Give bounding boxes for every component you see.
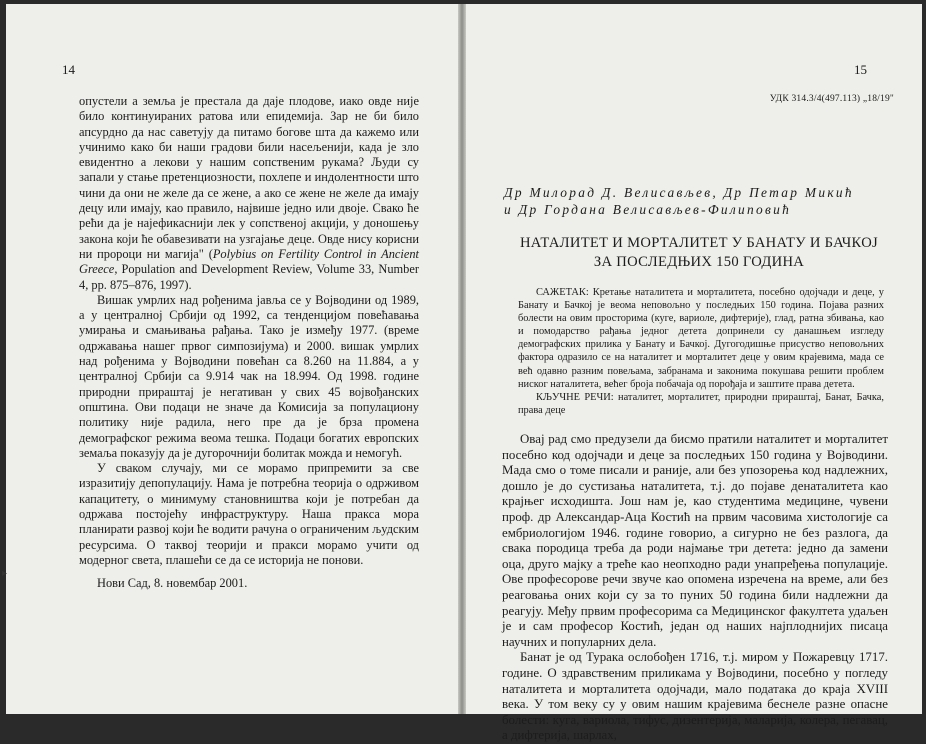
- authors-line: Др Милорад Д. Велисављев, Др Петар Микић: [504, 185, 854, 200]
- paragraph: Банат је од Турака ослобођен 1716, т.ј. миром у Пожаревцу 1717. године. О здравственим приликама у Војводини, посебно у погледу наталитета и морталитета одојчади, мало података до краја XVIII века. У том веку су у овим нашим крајевима беснеле разне опасне болести: куга, вариола, тифус, дизентерија, маларија, колера, пегавац, а дифтерија, шарлах,: [502, 650, 888, 743]
- abstract-text: САЖЕТАК: Кретање наталитета и морталитета, посебно одојчади и деце, у Банату и Бачкој је веома неповољно у последњих 150 година. Појава разних болести на овим просторима (куге, вариоле, дифтерије), глад, ратна збивања, као и помодарство рађања једног детета допринели су данашњем изгледу демографских прилика у Банату и Бачкој. Дугогодишње присуство неповољних фактора одразило се на наталитет и морталитет деце у овим крајевима, мада се већ одавно разним повељама, забранама и законима покушава решити проблем ниског наталитета, већег броја побачаја од порођаја и заштите права детета.: [518, 287, 884, 390]
- title-line: ЗА ПОСЛЕДЊИХ 150 ГОДИНА: [593, 254, 805, 270]
- right-page: [466, 4, 922, 743]
- dateline: Нови Сад, 8. новембар 2001.: [97, 576, 248, 591]
- citation-details: , Population and Development Review, Volume 33, Number 4, pp. 875–876, 1997).: [79, 262, 419, 292]
- abstract: [518, 286, 884, 417]
- keywords: КЉУЧНЕ РЕЧИ: наталитет, морталитет, природни прираштај, Банат, Бачка, права деце: [518, 391, 884, 416]
- left-body-text: [79, 94, 419, 592]
- title-line: НАТАЛИТЕТ И МОРТАЛИТЕТ У БАНАТУ И БАЧКОЈ: [519, 235, 879, 251]
- citation-title: Polybius on Fertility Control in Ancient Greece: [79, 246, 419, 277]
- right-body-text: [502, 432, 888, 744]
- page-edge-mark: ▸: [2, 568, 8, 579]
- authors-line: и Др Гордана Велисављев-Филиповић: [504, 202, 792, 217]
- book-gutter: [458, 4, 466, 714]
- left-page: [6, 4, 458, 714]
- article-authors: [504, 184, 894, 218]
- paragraph-text: опустели а земља је престала да даје плодове, иако овде није било континуираних ратова или епидемија. Зар не би било апсурдно да нас саветују да питамо богове шта да кажемо или учинимо како би наши градови били насељенији, када је зло евидентно а лекови у нашим сопственим рукама? Људи су запали у стање претенциозности, похлепе и индолентности што чини да они не желе да се жене, а ако се жене не желе да имају децу или имају, као правило, највише једно или двоје. Свако ће рећи да је најефикаснији лек у сопственој акцији, у доношењу закона који ће обавезивати на узгајање деце. Овде нису корисни ни пророци ни магија" (: [79, 94, 419, 261]
- paragraph: Вишак умрлих над рођенима јавља се у Војводини од 1989, а у централној Србији од 1992, са тенденцијом повећавања умирања и смањивања рађања. Тако је између 1977. (време одржавања нашег првог симпозијума) и 2000. вишак умрлих над рођенима у Војводини повећан са 8.260 на 11.884, а у централној Србији са 9.914 чак на 18.994. Од 1998. године природни прираштај је негативан у свих 45 војвођанских општина. Ови подаци не значе да Комисија за популациону политику није радила, него пре да је брза промена демографског режима веома тешка. Подаци богатих европских земаља показују да је дугорочнији болитак можда и немогућ.: [79, 292, 419, 460]
- page-number-left: 14: [62, 62, 75, 77]
- paragraph: Овај рад смо предузели да бисмо пратили наталитет и морталитет посебно код одојчади и деце за последњих 150 година у Војводини. Мада смо о томе писали и раније, али без упозорења код надлежних, дошло је до сустизања наталитета, т.ј. до појаве денаталитета као крајњег исходишта. Још нам је, као студентима медицине, чувени проф. др Александар-Аца Костић на првим часовима хистологије са ембриологијом 1946. године говорио, а сигурно не без разлога, да свака породица треба да роди најмање три детета: једно да замени оца, друго мајку а треће као неопходно ради унапређења популације. Ове професорове речи звуче као опомена изречена на време, али без реаговања оних који су за то пуних 50 година били надлежни да реагују. Међу првим професорима са Медицинског факултета удаљен је и сам професор Костић, један од наших најплоднијих писаца научних и популарних дела.: [502, 432, 888, 649]
- page-number-right: 15: [854, 62, 867, 77]
- article-title: [504, 234, 894, 272]
- paragraph: У сваком случају, ми се морамо припремити за све изразитију депопулацију. Нама је потребна теорија о одрживом капацитету, о минимуму становништва који је потребан да одржава постојећу инфраструктуру. Наша пракса мора планирати развој који ће водити рачуна о ограниченим људским ресурсима. О таквој теорији и пракси морамо учити од модерног света, плашећи се да се историја не понови.: [79, 461, 419, 567]
- udk-classification: УДК 314.3/4(497.113) „18/19": [769, 94, 894, 104]
- paragraph: [79, 94, 419, 293]
